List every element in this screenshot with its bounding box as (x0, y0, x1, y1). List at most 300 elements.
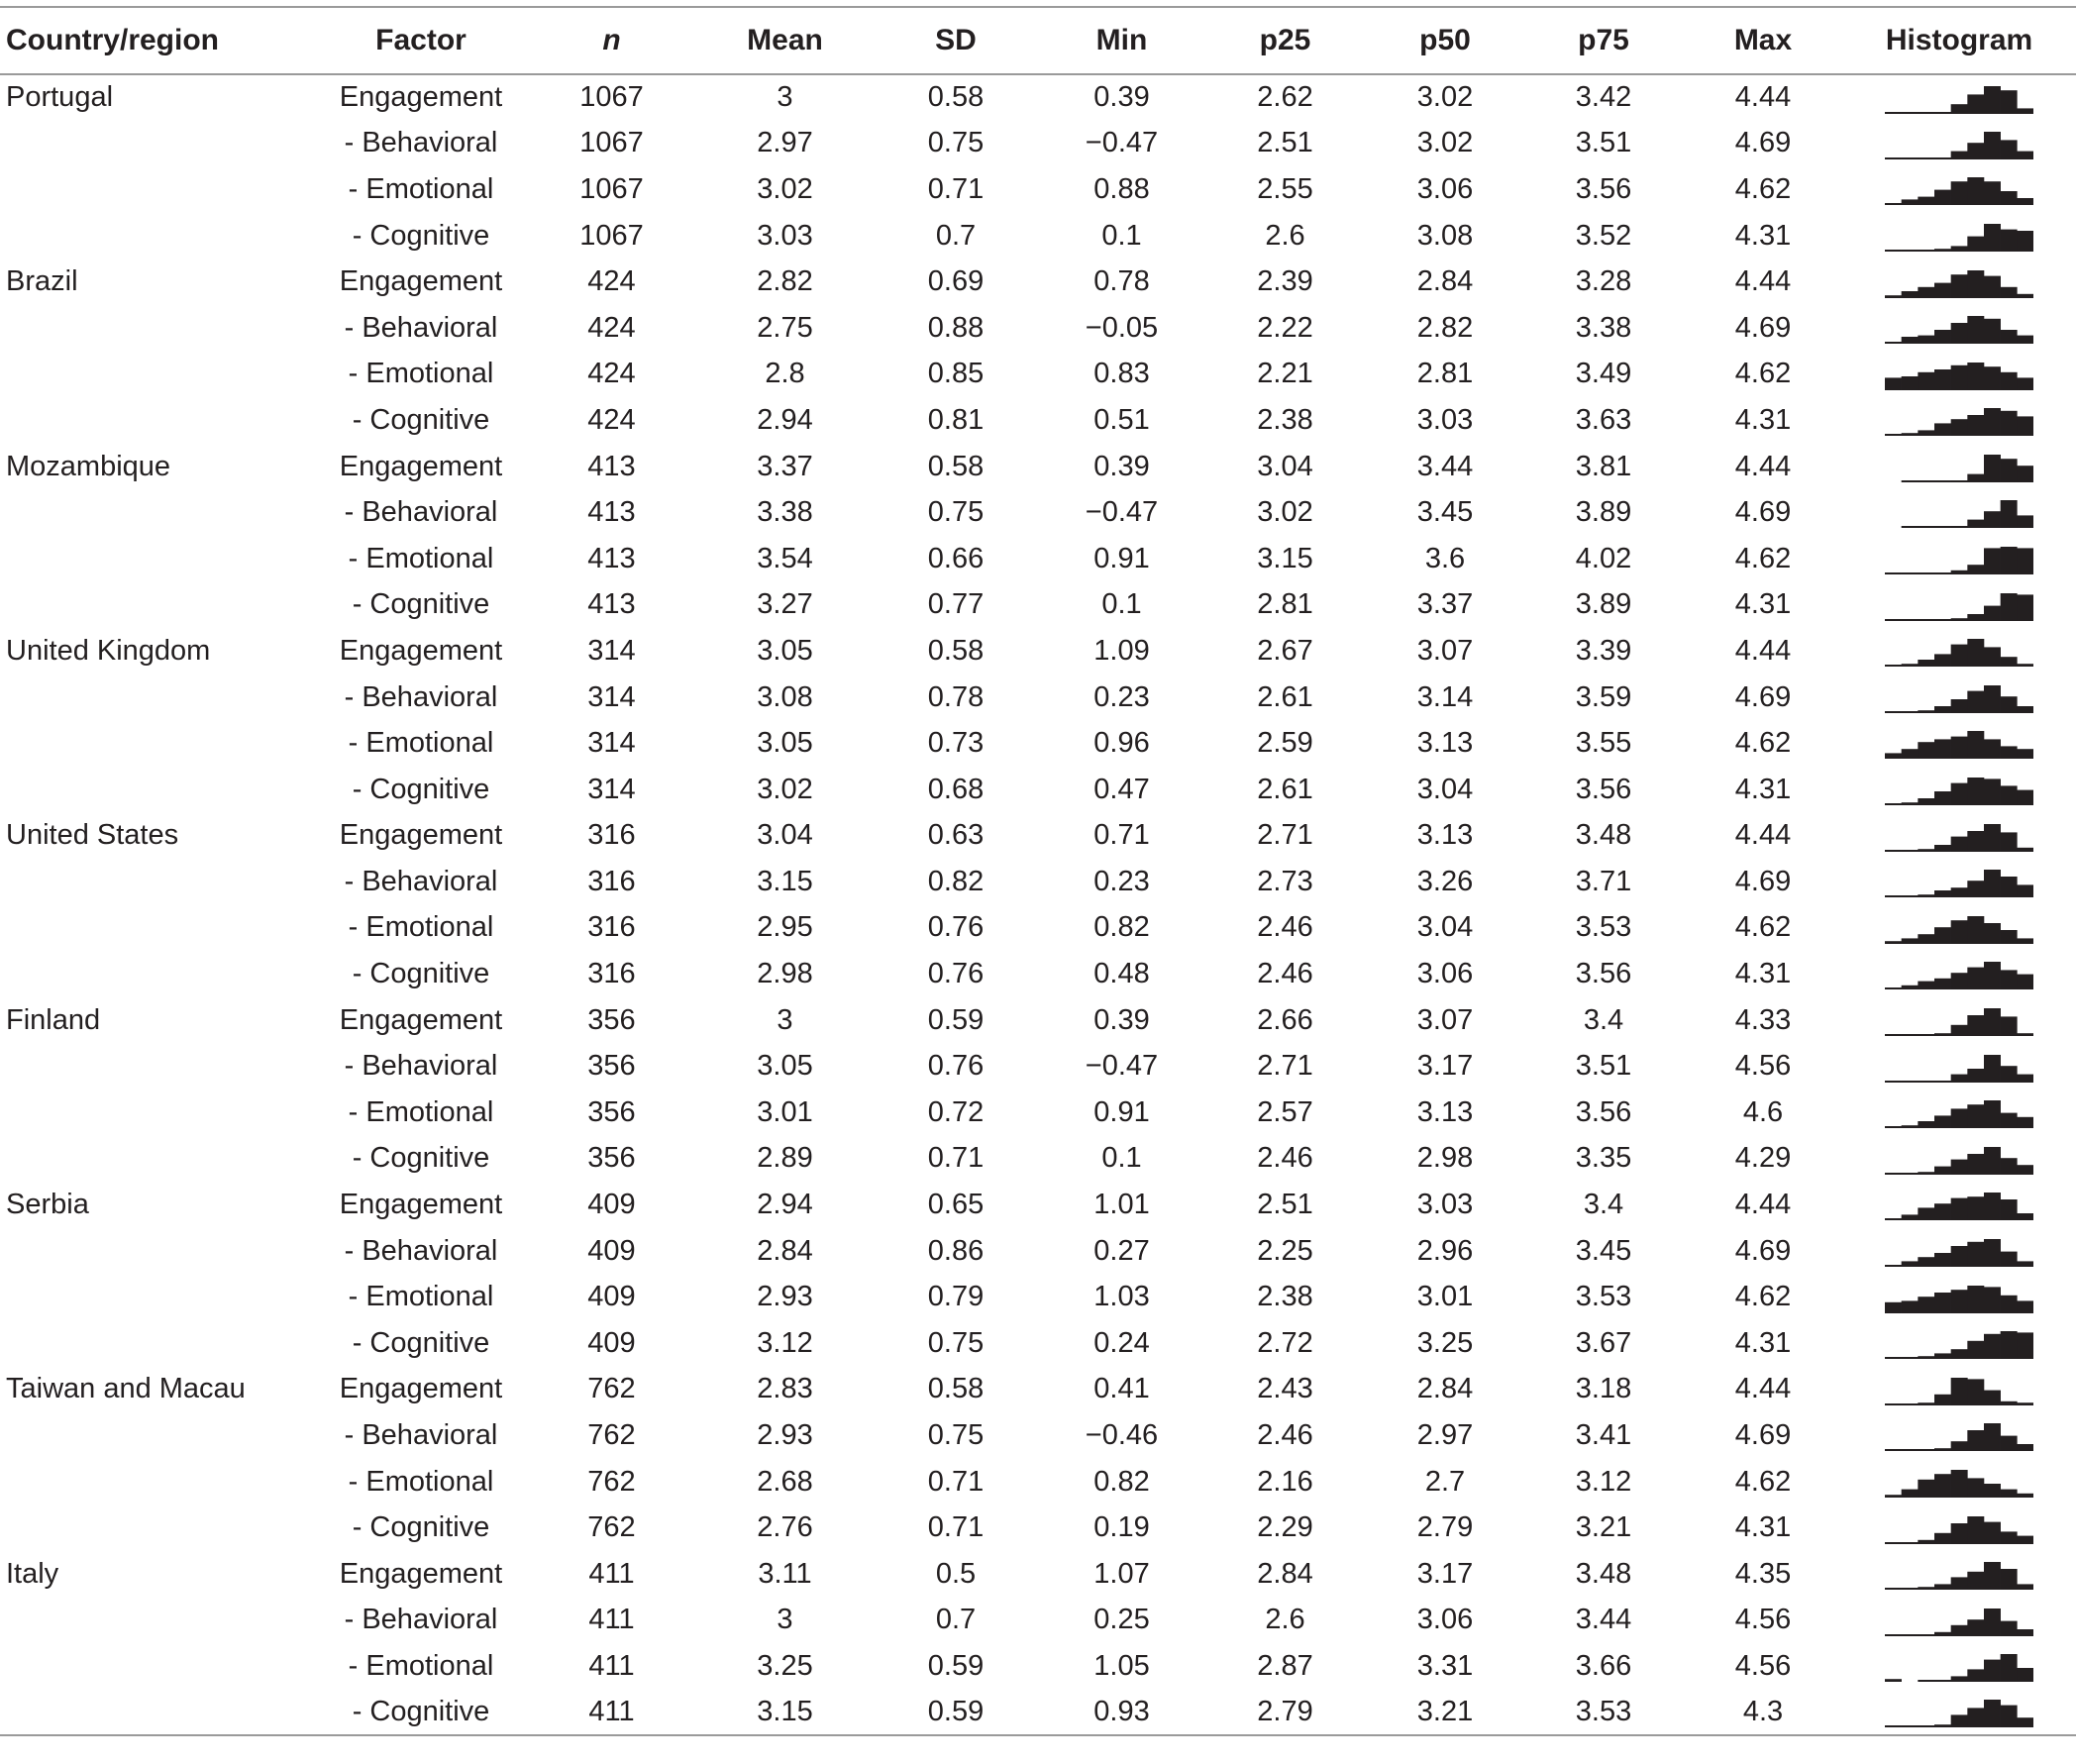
histogram-bar (2017, 151, 2033, 158)
p25-cell: 2.29 (1257, 1511, 1313, 1544)
histogram-bar (2001, 785, 2018, 805)
histogram-bar (1918, 1297, 1934, 1313)
header-n: n (525, 7, 698, 74)
histogram-bar (1885, 850, 1902, 852)
max-cell: 4.62 (1734, 727, 1792, 760)
p25-cell: 2.72 (1257, 1326, 1313, 1359)
min-cell: 0.39 (1093, 1003, 1150, 1036)
histogram-bar (1934, 1474, 1951, 1498)
histogram-bar (2001, 832, 2018, 852)
histogram-bar (1902, 619, 1919, 621)
histogram-cell (1842, 767, 2076, 813)
histogram-bar (1902, 200, 1919, 206)
max-cell: 4.44 (1734, 1373, 1792, 1405)
min-cell: −0.47 (1085, 496, 1159, 529)
histogram-sparkline (1885, 1698, 2033, 1727)
mean-cell: 3.27 (757, 588, 813, 621)
histogram-bar (1951, 365, 1968, 390)
n-cell: 411 (588, 1649, 635, 1682)
histogram-bar (1967, 690, 1984, 712)
min-cell: 0.47 (1093, 773, 1150, 805)
histogram-bar (1984, 962, 2001, 989)
histogram-bar (2017, 1444, 2033, 1451)
histogram-bar (2001, 1252, 2018, 1267)
n-cell: 409 (587, 1189, 636, 1221)
table-row (0, 1043, 2076, 1090)
histogram-cell (1842, 259, 2076, 305)
country-cell (0, 489, 317, 536)
p25-cell: 2.22 (1257, 311, 1313, 344)
histogram-bar (1885, 987, 1902, 989)
histogram-bar (1918, 982, 1934, 989)
p75-cell: 3.51 (1575, 1050, 1632, 1083)
histogram-sparkline (1885, 1421, 2033, 1451)
max-cell: 4.62 (1734, 1281, 1792, 1313)
histogram-bar (1918, 1680, 1934, 1682)
histogram-bar (1934, 1632, 1951, 1636)
n-cell: 409 (587, 1281, 636, 1313)
histogram-cell (1842, 1412, 2076, 1459)
histogram-sparkline (1885, 1191, 2033, 1220)
n-cell: 1067 (579, 127, 644, 159)
histogram-bar (1902, 1449, 1919, 1451)
n-cell: 762 (587, 1465, 636, 1498)
p75-cell: 3.35 (1575, 1142, 1632, 1175)
histogram-bar (1934, 845, 1951, 852)
histogram-cell (1842, 905, 2076, 952)
histogram-bar (1984, 648, 2001, 668)
table-row (0, 1367, 2076, 1413)
mean-cell: 3.04 (757, 819, 813, 852)
p50-cell: 2.96 (1416, 1234, 1474, 1267)
min-cell: 0.83 (1093, 358, 1150, 390)
factor-cell: - Behavioral (344, 1234, 498, 1267)
p25-cell: 2.79 (1203, 1690, 1367, 1736)
histogram-bar (1918, 157, 1934, 159)
histogram-bar (1984, 1055, 2001, 1083)
p25-cell: 2.61 (1257, 773, 1313, 805)
sd-cell: 0.76 (927, 1050, 985, 1083)
histogram-bar (2001, 1401, 2018, 1405)
histogram-bar (1885, 377, 1902, 390)
max-cell: 4.62 (1734, 1465, 1792, 1498)
mean-cell: 3 (777, 81, 793, 114)
min-cell: 0.39 (1093, 450, 1150, 482)
p25-cell: 2.57 (1257, 1095, 1313, 1128)
histogram-bar (2001, 1569, 2018, 1590)
histogram-bar (1967, 1341, 1984, 1359)
histogram-bar (1951, 182, 1968, 206)
histogram-bar (1918, 1539, 1934, 1543)
histogram-sparkline (1885, 130, 2033, 159)
histogram-bar (1984, 1193, 2001, 1220)
header-p25: p25 (1203, 7, 1367, 74)
histogram-bar (1967, 1104, 1984, 1128)
n-cell: 316 (587, 958, 636, 990)
histogram-sparkline (1885, 1145, 2033, 1175)
histogram-cell (1842, 536, 2076, 582)
histogram-cell (1842, 674, 2076, 721)
histogram-bar (1885, 1542, 1902, 1544)
histogram-bar (2001, 547, 2018, 574)
table-row (0, 674, 2076, 721)
histogram-bar (1902, 1215, 1919, 1221)
histogram-bar (2017, 706, 2033, 713)
p25-cell: 2.16 (1257, 1465, 1313, 1498)
histogram-bar (1967, 1572, 1984, 1590)
factor-cell: - Emotional (348, 911, 494, 944)
n-cell: 356 (587, 1050, 636, 1083)
p75-cell: 3.49 (1575, 358, 1632, 390)
mean-cell: 3.05 (757, 1050, 813, 1083)
country-cell (0, 1228, 317, 1275)
n-cell: 413 (587, 450, 636, 482)
mean-cell: 2.75 (757, 311, 813, 344)
histogram-bar (2001, 330, 2018, 344)
factor-cell: - Behavioral (344, 496, 498, 529)
n-cell: 411 (525, 1690, 698, 1736)
n-cell: 411 (588, 1557, 635, 1590)
sd-cell: 0.86 (927, 1234, 985, 1267)
p50-cell: 2.84 (1416, 1373, 1474, 1405)
histogram-bar (2001, 1654, 2018, 1682)
country-cell (0, 1090, 317, 1136)
mean-cell: 2.83 (757, 1373, 813, 1405)
histogram-bar (1918, 372, 1934, 390)
histogram-bar (1934, 1253, 1951, 1267)
table-row (0, 1551, 2076, 1598)
min-cell: 0.19 (1093, 1511, 1150, 1544)
factor-cell: - Behavioral (344, 127, 498, 159)
histogram-bar (1951, 419, 1968, 436)
n-cell: 424 (587, 358, 636, 390)
histogram-bar (1934, 112, 1951, 114)
histogram-bar (1885, 665, 1902, 667)
histogram-bar (2001, 230, 2018, 252)
histogram-bar (2001, 500, 2018, 528)
sd-cell: 0.5 (935, 1557, 977, 1590)
min-cell: 0.71 (1093, 819, 1150, 852)
histogram-bar (2017, 1213, 2033, 1220)
p75-cell: 3.56 (1575, 1095, 1632, 1128)
min-cell: 0.82 (1093, 911, 1150, 944)
factor-cell: Engagement (339, 1189, 503, 1221)
histogram-bar (1951, 1677, 1968, 1683)
header-max: Max (1684, 7, 1842, 74)
p50-cell: 2.79 (1416, 1511, 1474, 1544)
p25-cell: 2.51 (1257, 127, 1313, 159)
histogram-bar (1967, 1286, 1984, 1313)
min-cell: 0.1 (1101, 219, 1142, 252)
p25-cell: 2.6 (1265, 1604, 1305, 1636)
histogram-bar (1885, 157, 1902, 159)
histogram-bar (1918, 1257, 1934, 1267)
mean-cell: 3 (777, 1003, 793, 1036)
mean-cell: 3.25 (757, 1649, 813, 1682)
factor-cell: - Cognitive (352, 1511, 490, 1544)
histogram-cell (1842, 1182, 2076, 1228)
table-row (0, 536, 2076, 582)
histogram-bar (1918, 1449, 1934, 1451)
histogram-sparkline (1885, 683, 2033, 713)
histogram-bar (1918, 743, 1934, 760)
histogram-bar (1934, 330, 1951, 344)
factor-cell: - Cognitive (352, 773, 490, 805)
histogram-bar (1885, 1449, 1902, 1451)
histogram-bar (1918, 934, 1934, 944)
histogram-bar (1934, 157, 1951, 159)
histogram-bar (1918, 660, 1934, 667)
histogram-bar (1934, 369, 1951, 390)
histogram-bar (1902, 376, 1919, 390)
table-row (0, 582, 2076, 629)
histogram-bar (1951, 1625, 1968, 1636)
histogram-bar (1918, 197, 1934, 205)
country-cell: Brazil (6, 265, 78, 298)
p25-cell: 2.51 (1257, 1189, 1313, 1221)
histogram-bar (2017, 1033, 2033, 1036)
histogram-bar (1967, 639, 1984, 667)
table-row (0, 767, 2076, 813)
min-cell: 0.91 (1093, 1095, 1150, 1128)
histogram-bar (2001, 1436, 2018, 1451)
histogram-bar (1967, 1069, 1984, 1083)
histogram-bar (1967, 363, 1984, 390)
mean-cell: 2.94 (757, 403, 813, 436)
histogram-bar (1885, 1301, 1902, 1312)
min-cell: 0.82 (1093, 1465, 1150, 1498)
p50-cell: 3.08 (1416, 219, 1474, 252)
mean-cell: 2.68 (757, 1465, 813, 1498)
factor-cell: - Behavioral (344, 865, 498, 897)
histogram-cell (1842, 1598, 2076, 1644)
histogram-bar (2001, 459, 2018, 482)
histogram-bar (2017, 1333, 2033, 1360)
min-cell: 0.78 (1093, 265, 1150, 298)
max-cell: 4.31 (1734, 219, 1792, 252)
histogram-cell (1842, 1043, 2076, 1090)
max-cell: 4.44 (1734, 265, 1792, 298)
min-cell: −0.46 (1085, 1419, 1159, 1452)
n-cell: 413 (587, 496, 636, 529)
factor-cell: - Cognitive (352, 958, 490, 990)
p75-cell: 3.52 (1575, 219, 1632, 252)
histogram-cell (1842, 720, 2076, 767)
descriptive-statistics-table-container (0, 6, 2076, 1736)
histogram-cell (1842, 1136, 2076, 1183)
table-row (0, 859, 2076, 905)
histogram-bar (1967, 177, 1984, 205)
histogram-bar (1951, 1246, 1968, 1267)
min-cell: 0.24 (1093, 1326, 1150, 1359)
mean-cell: 2.89 (757, 1142, 813, 1175)
country-cell (0, 1690, 317, 1736)
histogram-bar (1885, 1173, 1902, 1175)
max-cell: 4.31 (1734, 958, 1792, 990)
histogram-bar (2017, 664, 2033, 667)
histogram-bar (2017, 1629, 2033, 1636)
histogram-bar (1967, 94, 1984, 114)
mean-cell: 3.54 (757, 542, 813, 574)
n-cell: 316 (587, 819, 636, 852)
histogram-bar (1967, 565, 1984, 574)
histogram-bar (1934, 890, 1951, 897)
max-cell: 4.69 (1734, 680, 1792, 713)
histogram-cell (1842, 997, 2076, 1044)
p25-cell: 2.67 (1257, 634, 1313, 667)
histogram-bar (1967, 1670, 1984, 1683)
histogram-bar (1967, 1430, 1984, 1451)
histogram-bar (1902, 572, 1919, 574)
p75-cell: 3.44 (1575, 1604, 1632, 1636)
p25-cell: 2.43 (1257, 1373, 1313, 1405)
p75-cell: 3.4 (1583, 1003, 1624, 1036)
table-row (0, 1090, 2076, 1136)
mean-cell: 3.05 (757, 634, 813, 667)
mean-cell: 3.03 (757, 219, 813, 252)
histogram-bar (1984, 824, 2001, 852)
histogram-bar (1967, 270, 1984, 298)
histogram-bar (1984, 132, 2001, 159)
histogram-bar (1902, 938, 1919, 944)
n-cell: 1067 (579, 81, 644, 114)
table-header (0, 7, 2076, 74)
p50-cell: 3.04 (1416, 773, 1474, 805)
table-row (0, 1459, 2076, 1505)
histogram-bar (1918, 619, 1934, 621)
p75-cell: 3.12 (1575, 1465, 1632, 1498)
histogram-bar (1885, 1495, 1902, 1498)
sd-cell: 0.58 (927, 450, 985, 482)
histogram-bar (2001, 1066, 2018, 1083)
p50-cell: 2.81 (1416, 358, 1474, 390)
p75-cell: 4.02 (1575, 542, 1632, 574)
histogram-bar (2017, 1494, 2033, 1498)
p75-cell: 3.89 (1575, 588, 1632, 621)
country-cell (0, 536, 317, 582)
histogram-bar (1902, 750, 1919, 760)
mean-cell: 3.08 (757, 680, 813, 713)
country-cell: Italy (6, 1557, 59, 1590)
sd-cell: 0.75 (927, 496, 985, 529)
histogram-sparkline (1885, 314, 2033, 344)
p25-cell: 2.73 (1257, 865, 1313, 897)
histogram-bar (1918, 1587, 1934, 1590)
min-cell: 0.23 (1093, 680, 1150, 713)
histogram-sparkline (1885, 84, 2033, 114)
histogram-sparkline (1885, 1514, 2033, 1544)
histogram-bar (1934, 1293, 1951, 1313)
p75-cell: 3.55 (1575, 727, 1632, 760)
histogram-bar (2017, 938, 2033, 944)
histogram-bar (1918, 710, 1934, 713)
p50-cell: 3.03 (1416, 1189, 1474, 1221)
histogram-sparkline (1885, 498, 2033, 528)
country-cell (0, 1643, 317, 1690)
histogram-bar (1967, 1197, 1984, 1221)
histogram-bar (1918, 480, 1934, 482)
histogram-bar (2017, 1117, 2033, 1128)
table-row (0, 1643, 2076, 1690)
p75-cell: 3.71 (1575, 865, 1632, 897)
histogram-cell (1842, 951, 2076, 997)
histogram-bar (2001, 696, 2018, 713)
histogram-bar (1984, 1287, 2001, 1313)
p50-cell: 3.25 (1416, 1326, 1474, 1359)
n-cell: 1067 (579, 172, 644, 205)
table-row (0, 352, 2076, 398)
histogram-bar (2001, 372, 2018, 390)
histogram-bar (1951, 836, 1968, 851)
max-cell: 4.31 (1734, 588, 1792, 621)
histogram-bar (1902, 112, 1919, 114)
p50-cell: 3.02 (1416, 81, 1474, 114)
histogram-bar (1902, 1173, 1919, 1175)
histogram-bar (1934, 1081, 1951, 1083)
histogram-bar (1967, 778, 1984, 805)
histogram-bar (1918, 798, 1934, 805)
sd-cell: 0.68 (927, 773, 985, 805)
n-cell: 314 (587, 634, 636, 667)
table-row (0, 1274, 2076, 1320)
histogram-bar (1902, 1034, 1919, 1036)
p25-cell: 2.25 (1257, 1234, 1313, 1267)
histogram-cell (1842, 489, 2076, 536)
n-cell: 424 (587, 403, 636, 436)
histogram-bar (1885, 342, 1902, 344)
table-row (0, 166, 2076, 213)
n-cell: 409 (587, 1234, 636, 1267)
histogram-bar (1951, 783, 1968, 805)
n-cell: 409 (587, 1326, 636, 1359)
min-cell: −0.47 (1085, 127, 1159, 159)
histogram-bar (1902, 1261, 1919, 1267)
p75-cell: 3.56 (1575, 958, 1632, 990)
table-row (0, 1320, 2076, 1367)
max-cell: 4.62 (1734, 172, 1792, 205)
table-row (0, 305, 2076, 352)
factor-cell: - Behavioral (344, 680, 498, 713)
table-row (0, 259, 2076, 305)
table-row (0, 1136, 2076, 1183)
factor-cell: - Cognitive (352, 1142, 490, 1175)
histogram-sparkline (1885, 1468, 2033, 1498)
histogram-bar (2001, 1199, 2018, 1220)
min-cell: −0.05 (1085, 311, 1159, 344)
p25-cell: 2.46 (1257, 911, 1313, 944)
histogram-bar (1885, 1680, 1902, 1683)
histogram-sparkline (1885, 729, 2033, 759)
mean-cell: 2.76 (757, 1511, 813, 1544)
histogram-bar (1885, 1218, 1902, 1220)
country-cell (0, 121, 317, 167)
histogram-bar (1951, 323, 1968, 344)
histogram-bar (1951, 1578, 1968, 1591)
histogram-bar (1984, 1147, 2001, 1175)
histogram-cell (1842, 1551, 2076, 1598)
mean-cell: 3.38 (757, 496, 813, 529)
histogram-bar (1984, 512, 2001, 529)
p25-cell: 2.59 (1257, 727, 1313, 760)
histogram-bar (1951, 1025, 1968, 1036)
p75-cell: 3.66 (1575, 1649, 1632, 1682)
factor-cell: - Cognitive (352, 403, 490, 436)
histogram-bar (1984, 923, 2001, 944)
histogram-bar (1918, 572, 1934, 574)
histogram-bar (1918, 431, 1934, 437)
p75-cell: 3.42 (1575, 81, 1632, 114)
country-cell: Finland (6, 1003, 101, 1036)
